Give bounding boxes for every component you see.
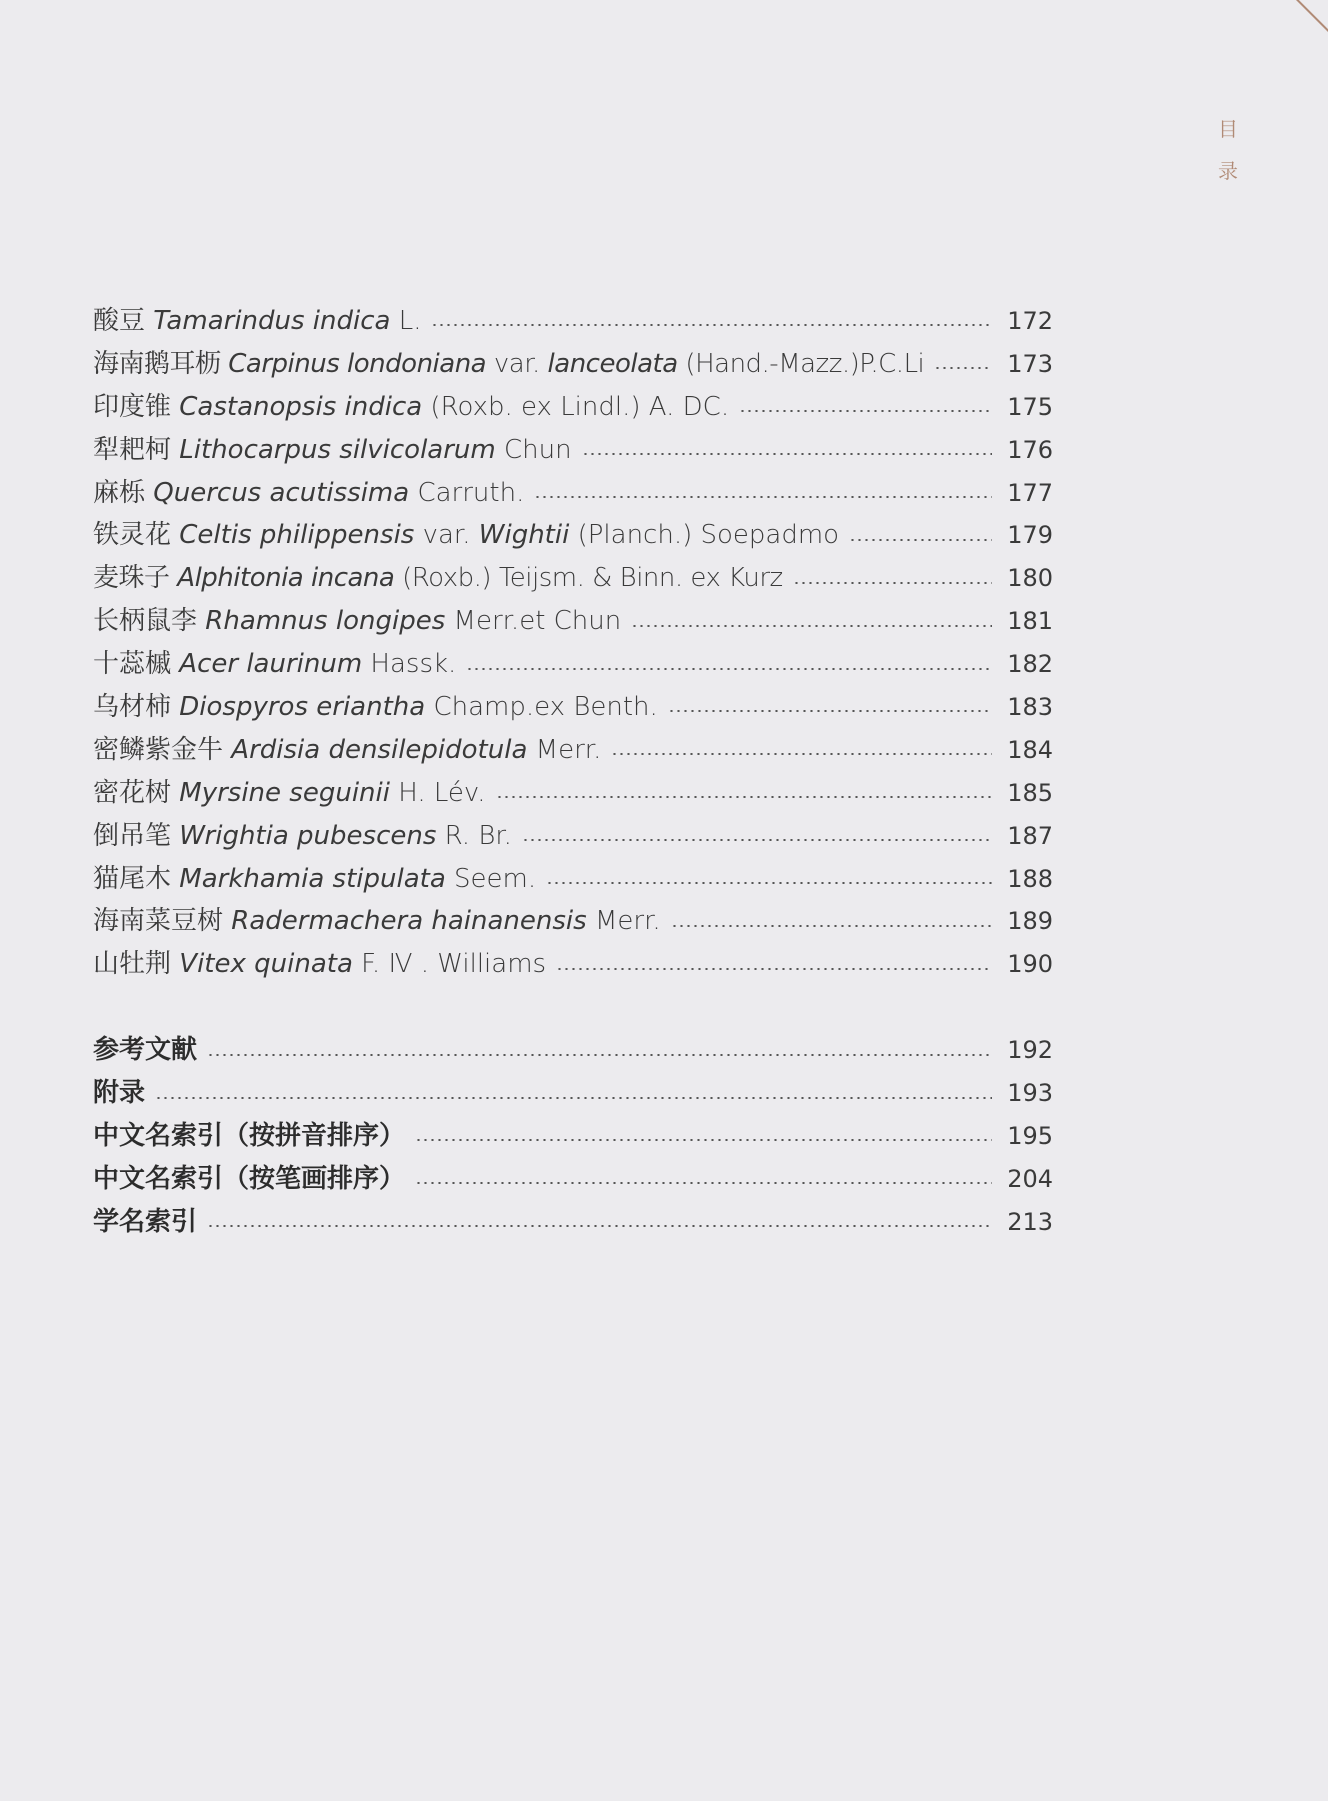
table-of-contents: [93, 300, 1053, 1244]
dot-leader: [534, 496, 992, 498]
chinese-name: 麻栎: [93, 477, 146, 508]
scientific-name: Alphitonia incana: [177, 563, 395, 594]
toc-entry-title: 中文名索引（按拼音排序）: [93, 1121, 406, 1152]
dot-leader: [793, 582, 992, 584]
chinese-name: 印度锥: [93, 391, 172, 422]
toc-entry[interactable]: [93, 815, 1053, 858]
scientific-name: Myrsine seguinii: [179, 777, 390, 808]
section-gap: [93, 986, 1053, 1029]
scientific-name: Radermachera hainanensis: [231, 906, 587, 937]
side-label-char: 录: [1218, 159, 1238, 183]
side-label-char: 目: [1218, 117, 1238, 141]
dot-leader: [466, 668, 992, 670]
authority: Champ.ex Benth.: [425, 692, 658, 723]
toc-entry[interactable]: [93, 900, 1053, 943]
dot-leader: [631, 625, 992, 627]
toc-entry-title: [93, 386, 729, 429]
toc-entry-title: [93, 815, 512, 858]
scientific-name: Vitex quinata: [179, 949, 353, 980]
page-number: 193: [1007, 1079, 1053, 1108]
page-number: 187: [1007, 821, 1053, 850]
authority: Merr.et Chun: [445, 606, 622, 637]
page-number: 182: [1007, 650, 1053, 679]
toc-entry-title: [93, 943, 546, 986]
dot-leader: [207, 1054, 992, 1056]
toc-entry-title: [93, 600, 621, 643]
page-number: 184: [1007, 735, 1053, 764]
toc-entry-title: 附录: [93, 1078, 146, 1109]
dot-leader: [849, 539, 992, 541]
toc-entry[interactable]: [93, 643, 1053, 686]
page-number: 180: [1007, 564, 1053, 593]
page-number: 173: [1007, 349, 1053, 378]
chinese-name: 犁耙柯: [93, 434, 172, 465]
page-number: 181: [1007, 607, 1053, 636]
page-number: 177: [1007, 478, 1053, 507]
authority: Merr.: [586, 906, 661, 937]
corner-decoration: [1288, 0, 1328, 40]
side-label-contents: [1216, 108, 1240, 192]
page-number: 195: [1007, 1122, 1053, 1151]
toc-entry[interactable]: [93, 386, 1053, 429]
authority: Seem.: [445, 863, 537, 894]
toc-entry-title: [93, 900, 661, 943]
chinese-name: 酸豆: [93, 306, 146, 336]
dot-leader: [556, 968, 992, 970]
page-number: 175: [1007, 392, 1053, 421]
scientific-name: Ardisia densilepidotula: [231, 734, 528, 765]
chinese-name: 铁灵花: [93, 520, 172, 551]
authority: Merr.: [527, 734, 602, 765]
page-number: 204: [1007, 1164, 1053, 1193]
authority: var.: [486, 348, 548, 379]
scientific-name: Wrightia pubescens: [179, 820, 437, 851]
dot-leader: [415, 1182, 992, 1184]
authority: R. Br.: [436, 820, 512, 851]
toc-entry-title: [93, 429, 572, 472]
toc-entry[interactable]: [93, 300, 1053, 343]
authority: Chun: [495, 434, 572, 465]
toc-entry[interactable]: [93, 472, 1053, 515]
chinese-name: 海南菜豆树: [93, 906, 224, 937]
chinese-name: 密鳞紫金牛: [93, 734, 224, 765]
dot-leader: [496, 796, 992, 798]
authority: F. Ⅳ . Williams: [352, 949, 547, 980]
infraspecific-name: lanceolata: [547, 348, 678, 379]
toc-entry[interactable]: [93, 729, 1053, 772]
chinese-name: 麦珠子: [93, 563, 170, 594]
toc-entry-title: 学名索引: [93, 1206, 198, 1237]
toc-entry[interactable]: [93, 943, 1053, 986]
chinese-name: 乌材柿: [93, 692, 172, 723]
scientific-name: Castanopsis indica: [179, 391, 423, 422]
page-number: 192: [1007, 1036, 1053, 1065]
page-number: 188: [1007, 864, 1053, 893]
toc-entry[interactable]: [93, 772, 1053, 815]
toc-entry-title: 参考文献: [93, 1035, 198, 1066]
toc-backmatter-scientific-index[interactable]: [93, 1201, 1053, 1244]
authority: Carruth.: [409, 477, 525, 508]
chinese-name: 长柄鼠李: [93, 606, 198, 637]
chinese-name: 山牡荆: [93, 949, 172, 980]
dot-leader: [431, 324, 992, 326]
chinese-name: 密花树: [93, 777, 172, 808]
toc-entry-title: [93, 772, 486, 815]
page-number: 185: [1007, 778, 1053, 807]
dot-leader: [415, 1139, 992, 1141]
scientific-name: Diospyros eriantha: [179, 692, 426, 723]
dot-leader: [522, 839, 992, 841]
authority: (Hand.-Mazz.)P.C.Li: [677, 348, 925, 379]
toc-entry-title: [93, 686, 658, 729]
authority: Hassk.: [362, 649, 457, 680]
toc-entry-title: [93, 472, 524, 515]
toc-entry[interactable]: [93, 600, 1053, 643]
toc-backmatter-references[interactable]: [93, 1029, 1053, 1072]
authority: var.: [414, 520, 479, 551]
chinese-name: 倒吊笔: [93, 820, 172, 851]
dot-leader: [668, 710, 992, 712]
page-number: 176: [1007, 435, 1053, 464]
chinese-name: 海南鹅耳枥: [93, 348, 221, 379]
authority: (Roxb.) Teijsm. & Binn. ex Kurz: [394, 563, 783, 594]
toc-entry[interactable]: [93, 686, 1053, 729]
dot-leader: [582, 453, 992, 455]
toc-backmatter-chinese-index-strokes[interactable]: [93, 1158, 1053, 1201]
scientific-name: Lithocarpus silvicolarum: [179, 434, 496, 465]
scientific-name: Markhamia stipulata: [179, 863, 446, 894]
dot-leader: [739, 410, 992, 412]
toc-entry-title: [93, 729, 601, 772]
page-number: 213: [1007, 1207, 1053, 1236]
infraspecific-name: Wightii: [478, 520, 570, 551]
scientific-name: Rhamnus longipes: [205, 606, 446, 637]
scientific-name: Celtis philippensis: [179, 520, 415, 551]
toc-entry[interactable]: [93, 429, 1053, 472]
dot-leader: [611, 753, 992, 755]
page-number: 190: [1007, 950, 1053, 979]
scientific-name: Acer laurinum: [179, 649, 363, 680]
scientific-name: Tamarindus indica: [153, 306, 391, 336]
toc-backmatter-appendix[interactable]: [93, 1072, 1053, 1115]
authority: (Roxb. ex Lindl.) A. DC.: [422, 391, 730, 422]
authority: L.: [390, 306, 422, 336]
toc-entry-title: [93, 300, 421, 343]
page-number: 183: [1007, 693, 1053, 722]
toc-entry[interactable]: [93, 514, 1053, 557]
dot-leader: [934, 367, 992, 369]
dot-leader: [546, 882, 992, 884]
dot-leader: [207, 1225, 992, 1227]
toc-entry-title: [93, 643, 456, 686]
page-number: 179: [1007, 521, 1053, 550]
toc-entry[interactable]: [93, 858, 1053, 901]
toc-backmatter-chinese-index-pinyin[interactable]: [93, 1115, 1053, 1158]
chinese-name: 十蕊槭: [93, 649, 172, 680]
toc-entry[interactable]: [93, 343, 1053, 386]
toc-entry-title: [93, 557, 783, 600]
scientific-name: Carpinus londoniana: [228, 348, 487, 379]
scientific-name: Quercus acutissima: [153, 477, 410, 508]
toc-entry[interactable]: [93, 557, 1053, 600]
page-number: 189: [1007, 907, 1053, 936]
toc-entry-title: [93, 858, 536, 901]
dot-leader: [155, 1097, 992, 1099]
dot-leader: [671, 925, 992, 927]
toc-entry-title: [93, 514, 839, 557]
page-number: 172: [1007, 307, 1053, 335]
chinese-name: 猫尾木: [93, 863, 172, 894]
toc-entry-title: 中文名索引（按笔画排序）: [93, 1163, 406, 1194]
authority: (Planch.) Soepadmo: [569, 520, 840, 551]
authority: H. Lév.: [389, 777, 486, 808]
toc-entry-title: [93, 343, 924, 386]
